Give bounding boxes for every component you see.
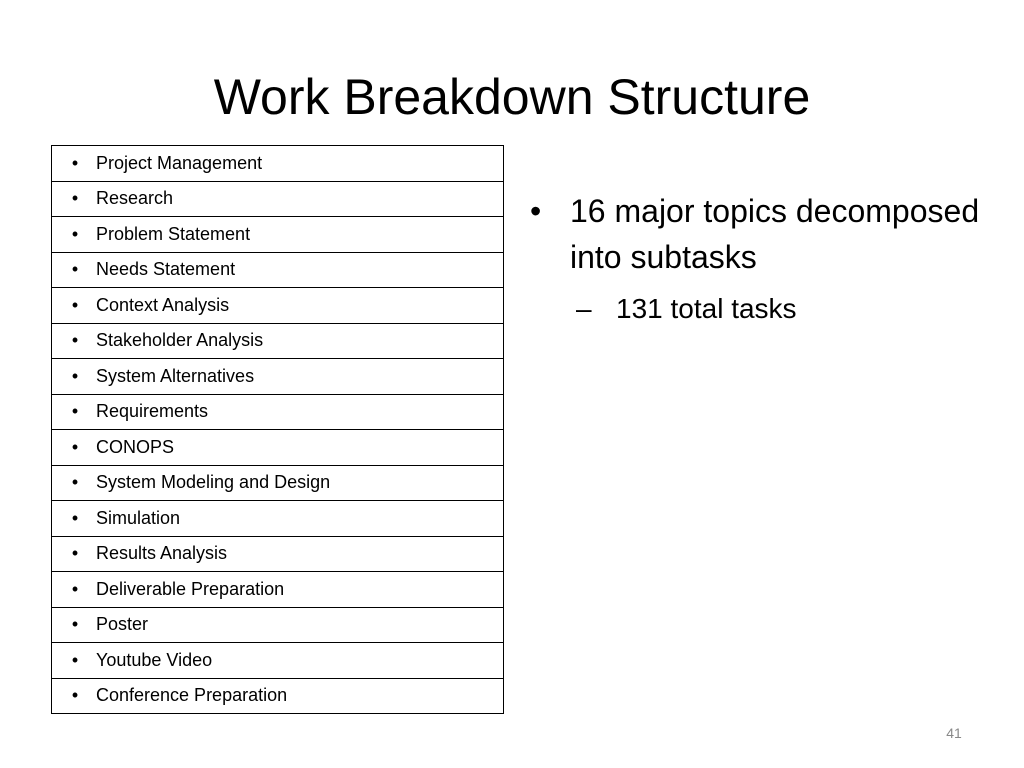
row-content: [52, 295, 503, 316]
row-bullet: •: [71, 649, 79, 670]
sub-bullet-point: [576, 290, 990, 328]
table-cell: [52, 607, 504, 643]
row-bullet: •: [71, 223, 79, 244]
row-label: Results Analysis: [96, 543, 228, 564]
table-cell: [52, 678, 504, 714]
row-bullet: •: [71, 685, 79, 706]
table-cell: [52, 465, 504, 501]
row-bullet: •: [71, 578, 79, 599]
sub-bullet-text: 131 total tasks: [616, 293, 797, 324]
row-label: Requirements: [96, 401, 209, 422]
row-content: [52, 685, 503, 706]
slide-number: 41: [946, 725, 962, 741]
row-label: Poster: [96, 614, 149, 635]
table-row: [52, 288, 504, 324]
table-cell: [52, 536, 504, 572]
table-cell: [52, 643, 504, 679]
row-content: [52, 366, 503, 387]
row-bullet: •: [71, 507, 79, 528]
slide-title: Work Breakdown Structure: [213, 69, 811, 125]
row-content: [52, 153, 503, 174]
row-content: [52, 224, 503, 245]
row-content: [52, 508, 503, 529]
table-row: [52, 643, 504, 679]
row-content: [52, 188, 503, 209]
table-row: [52, 181, 504, 217]
row-bullet: •: [71, 614, 79, 635]
table-row: [52, 252, 504, 288]
bullet-point: [530, 188, 990, 280]
table-cell: [52, 288, 504, 324]
row-content: [52, 472, 503, 493]
row-content: [52, 330, 503, 351]
row-label: Context Analysis: [96, 294, 230, 315]
row-label: Deliverable Preparation: [96, 578, 285, 599]
row-bullet: •: [71, 152, 79, 173]
table-row: [52, 465, 504, 501]
table-row: [52, 359, 504, 395]
table-cell: [52, 181, 504, 217]
row-label: Conference Preparation: [96, 685, 288, 706]
table-cell: [52, 146, 504, 182]
wbs-table-body: [52, 146, 504, 714]
bullet-mark: •: [530, 193, 542, 229]
table-row: [52, 394, 504, 430]
row-bullet: •: [71, 188, 79, 209]
row-content: [52, 579, 503, 600]
row-content: [52, 543, 503, 564]
row-label: System Alternatives: [96, 365, 255, 386]
sub-bullet-mark: –: [576, 293, 592, 324]
table-row: [52, 430, 504, 466]
row-bullet: •: [71, 259, 79, 280]
row-label: CONOPS: [96, 436, 175, 457]
bullet-text: 16 major topics decomposed into subtasks: [570, 193, 980, 275]
table-row: [52, 501, 504, 537]
table-cell: [52, 572, 504, 608]
row-bullet: •: [71, 472, 79, 493]
row-bullet: •: [71, 365, 79, 386]
table-row: [52, 607, 504, 643]
row-bullet: •: [71, 330, 79, 351]
row-content: [52, 401, 503, 422]
table-cell: [52, 217, 504, 253]
row-label: Problem Statement: [96, 223, 251, 244]
row-label: Youtube Video: [96, 649, 213, 670]
row-label: Needs Statement: [96, 259, 236, 280]
row-label: Simulation: [96, 507, 181, 528]
table-cell: [52, 501, 504, 537]
row-content: [52, 259, 503, 280]
content-area: [530, 188, 990, 328]
table-cell: [52, 430, 504, 466]
table-cell: [52, 323, 504, 359]
row-label: System Modeling and Design: [96, 472, 331, 493]
row-bullet: •: [71, 543, 79, 564]
wbs-table: [51, 145, 504, 714]
row-label: Project Management: [96, 152, 263, 173]
table-row: [52, 572, 504, 608]
table-row: [52, 536, 504, 572]
row-content: [52, 614, 503, 635]
table-cell: [52, 394, 504, 430]
table-cell: [52, 252, 504, 288]
row-bullet: •: [71, 401, 79, 422]
row-content: [52, 437, 503, 458]
row-label: Research: [96, 188, 174, 209]
table-row: [52, 146, 504, 182]
row-label: Stakeholder Analysis: [96, 330, 264, 351]
row-content: [52, 650, 503, 671]
table-row: [52, 323, 504, 359]
row-bullet: •: [71, 294, 79, 315]
row-bullet: •: [71, 436, 79, 457]
table-cell: [52, 359, 504, 395]
table-row: [52, 678, 504, 714]
table-row: [52, 217, 504, 253]
